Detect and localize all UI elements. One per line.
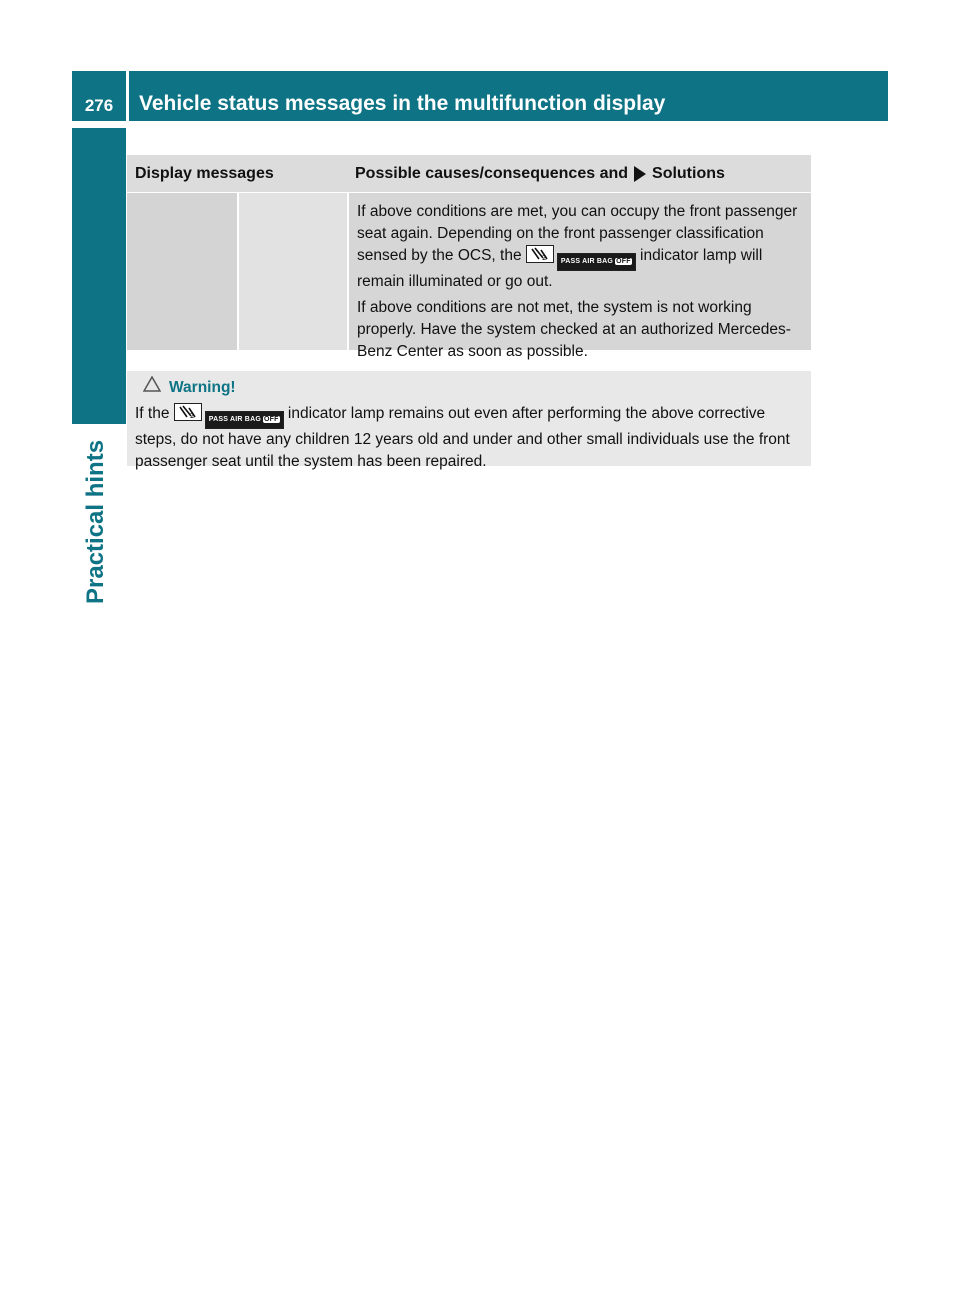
section-tab (72, 128, 126, 424)
triangle-arrow-icon (634, 166, 646, 182)
child-seat-icon (526, 245, 554, 263)
warning-box (127, 371, 811, 470)
col-causes-solutions (347, 165, 725, 183)
paragraph-conditions-not-met: If above conditions are not met, the system is not working properly. Have the system checked at an authorized Mercedes-Benz Center as soon as possible. (357, 299, 791, 360)
table-row (127, 193, 811, 360)
paragraph-conditions-met: If above conditions are met, you can occupy the front passenger seat again. Depending on the front passenger classification sensed by the OCS, the 2 PASS AIR BAG OFF indicator lamp will remain illuminated or go out. (357, 203, 798, 290)
pass-air-bag-off-indicator: PASS AIR BAG OFF (205, 411, 284, 429)
cell-display-message (127, 193, 237, 350)
section-label: Practical hints (82, 439, 109, 604)
svg-text:2: 2 (541, 254, 547, 261)
table-header (127, 155, 811, 192)
page-number: 276 (72, 71, 126, 121)
cell-display-message-sub (239, 193, 347, 350)
messages-table (127, 155, 811, 360)
page-title: Vehicle status messages in the multifunction display (129, 71, 888, 121)
col-causes-label: Possible causes/consequences and (355, 164, 629, 182)
warning-triangle-icon (143, 376, 161, 399)
warning-title: Warning! (169, 378, 236, 396)
svg-text:2: 2 (189, 412, 195, 419)
col-display-messages: Display messages (135, 164, 274, 182)
warning-heading (135, 376, 803, 399)
child-seat-icon (174, 403, 202, 421)
warning-text: If the 2 PASS AIR BAG OFF indicator lamp remains out even after performing the above corrective steps, do not have any children 12 years old and under and other small individuals use the front passenger seat until the system has been repaired. (135, 405, 790, 470)
pass-air-bag-off-indicator: PASS AIR BAG OFF (557, 253, 636, 271)
col-solutions-label: Solutions (652, 164, 725, 182)
cell-causes-solutions (349, 193, 811, 360)
